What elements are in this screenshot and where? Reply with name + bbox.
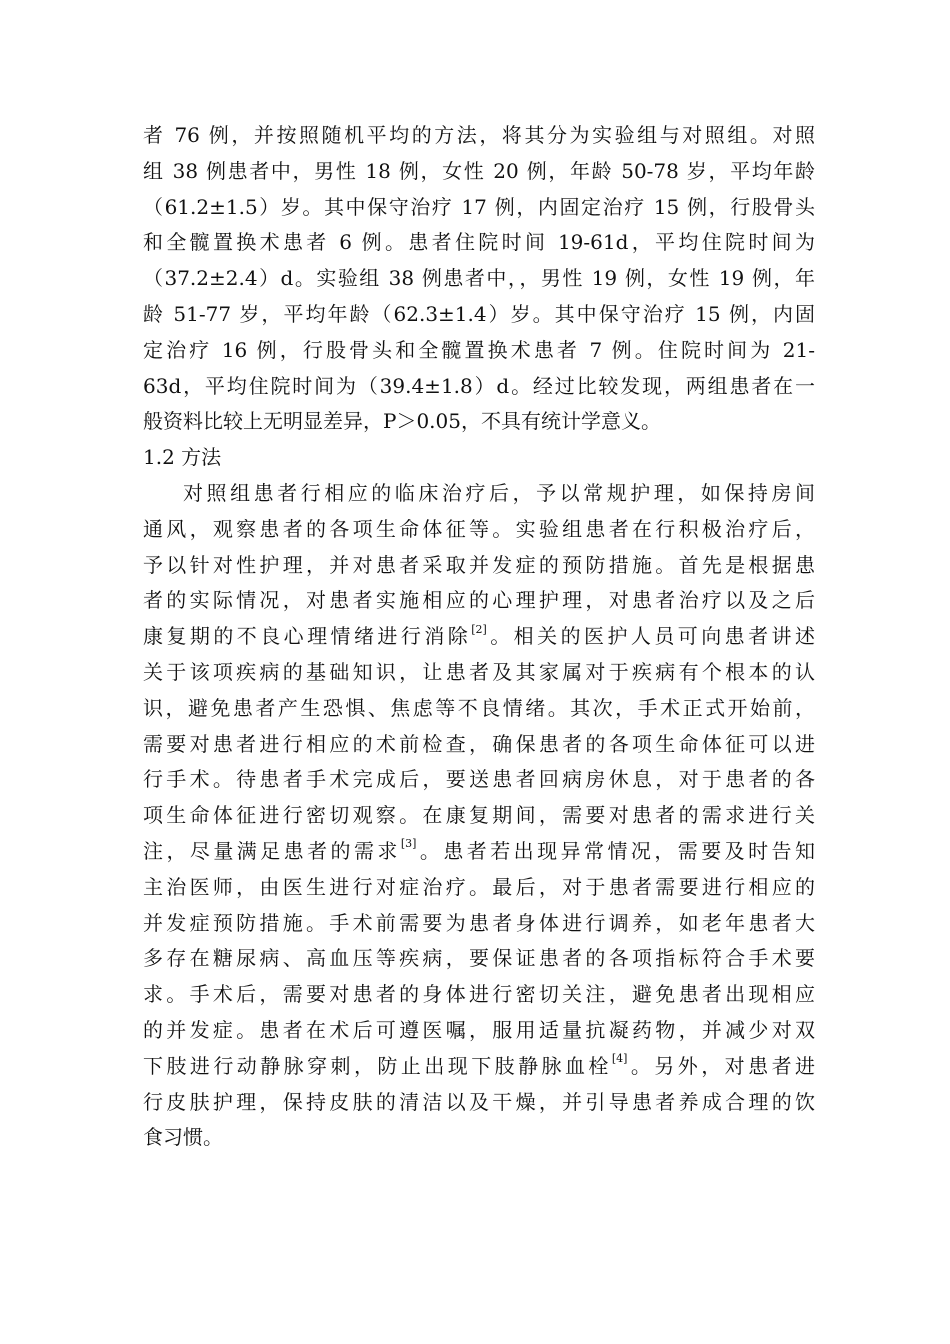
citation-reference: [4] (611, 1052, 628, 1066)
text-line: 主治医师，由医生进行对症治疗。最后，对于患者需要进行相应的 (143, 874, 815, 899)
text-line: 识，避免患者产生恐惧、焦虑等不良情绪。其次，手术正式开始前， (143, 695, 815, 720)
text-line (143, 1049, 815, 1085)
text-run: 下肢进行动静脉穿刺，防止出现下肢静脉血栓 (143, 1053, 612, 1078)
text-line: 者的实际情况，对患者实施相应的心理护理，对患者治疗以及之后 (143, 588, 815, 613)
text-line (143, 619, 815, 655)
text-line: 并发症预防措施。手术前需要为患者身体进行调养，如老年患者大 (143, 910, 815, 935)
text-run: 。患者若出现异常情况，需要及时告知 (416, 838, 816, 863)
text-line: 和全髋置换术患者 6 例。患者住院时间 19-61d，平均住院时间为 (143, 230, 815, 255)
text-run: 康复期的不良心理情绪进行消除 (143, 624, 472, 649)
text-run: 。相关的医护人员可向患者讲述 (486, 624, 815, 649)
text-line: 关于该项疾病的基础知识，让患者及其家属对于疾病有个根本的认 (143, 659, 815, 684)
methods-paragraph (143, 476, 815, 1156)
section-heading-methods: 1.2 方法 (143, 445, 222, 470)
document-body (143, 118, 815, 1156)
text-line: （37.2±2.4）d。实验组 38 例患者中，，男性 19 例，女性 19 例，年 (143, 266, 815, 291)
text-line: 者 76 例，并按照随机平均的方法，将其分为实验组与对照组。对照 (143, 123, 815, 147)
text-line: 食习惯。 (143, 1125, 223, 1150)
text-line: 63d，平均住院时间为（39.4±1.8）d。经过比较发现，两组患者在一 (143, 373, 815, 398)
text-line: 需要对患者进行相应的术前检查，确保患者的各项生命体征可以进 (143, 731, 815, 756)
text-line: 多存在糖尿病、高血压等疾病，要保证患者的各项指标符合手术要 (143, 946, 815, 971)
text-line: 对照组患者行相应的临床治疗后，予以常规护理，如保持房间 (183, 480, 815, 505)
citation-reference: [2] (471, 622, 487, 636)
text-run: 注，尽量满足患者的需求 (143, 838, 401, 863)
text-line (143, 834, 815, 870)
text-line: 通风，观察患者的各项生命体征等。实验组患者在行积极治疗后， (143, 516, 815, 541)
text-line: 求。手术后，需要对患者的身体进行密切关注，避免患者出现相应 (143, 982, 815, 1007)
text-run: 。另外，对患者进 (627, 1053, 816, 1078)
text-line: 龄 51-77 岁，平均年龄（62.3±1.4）岁。其中保守治疗 15 例，内固 (143, 301, 815, 326)
text-line: 项生命体征进行密切观察。在康复期间，需要对患者的需求进行关 (143, 803, 815, 828)
citation-reference: [3] (400, 837, 417, 851)
text-line: 予以针对性护理，并对患者采取并发症的预防措施。首先是根据患 (143, 552, 815, 577)
text-line: 行皮肤护理，保持皮肤的清洁以及干燥，并引导患者养成合理的饮 (143, 1089, 815, 1114)
text-line: 的并发症。患者在术后可遵医嘱，服用适量抗凝药物，并减少对双 (143, 1017, 815, 1042)
text-line: 定治疗 16 例，行股骨头和全髋置换术患者 7 例。住院时间为 21- (143, 337, 815, 362)
text-line: 般资料比较上无明显差异，P＞0.05，不具有统计学意义。 (143, 409, 661, 434)
patient-data-paragraph (143, 118, 815, 440)
text-line: 行手术。待患者手术完成后，要送患者回病房休息，对于患者的各 (143, 767, 815, 792)
text-line: 组 38 例患者中，男性 18 例，女性 20 例，年龄 50-78 岁，平均年龄 (143, 158, 815, 183)
text-line: （61.2±1.5）岁。其中保守治疗 17 例，内固定治疗 15 例，行股骨头 (143, 194, 815, 219)
